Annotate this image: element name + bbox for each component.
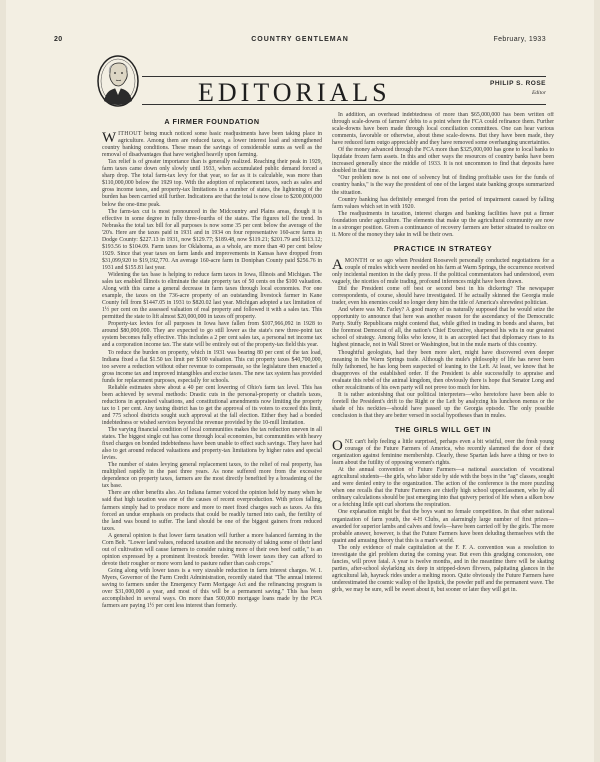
lead-word: ITHOUT <box>118 131 142 138</box>
article-paragraph: Of the money advanced through the FCA more than $325,000,000 has gone to local banks to liquidate frozen farm assets. In this and other ways the resources of country banks have been increased generally since the middle of 1933. It is not uncommon to find that deposits have doubled in that time. <box>332 147 554 175</box>
article-heading: A FIRMER FOUNDATION <box>164 118 260 126</box>
article-paragraph: "Our problem now is not one of solvency but of finding profitable uses for the funds of country banks," is the way the president of one of the largest state banking groups summarized the situation. <box>332 175 554 196</box>
masthead-rule-bottom <box>142 104 546 105</box>
masthead-rule-top <box>142 76 546 77</box>
article-paragraph: Country banking has definitely emerged from the period of impairment caused by falling farm values which set in with 1920. <box>332 196 554 210</box>
column-left <box>102 118 322 728</box>
editor-role: Editor <box>531 90 546 96</box>
article-paragraph: Reliable estimates show about a 40 per cent lowering of Ohio's farm tax level. This has been achieved by several methods: Drastic cuts in the personal-property or chattels taxes, reductions in appraised valuations, and constitutional amendments now limiting the property tax to 1 per cent. Any taxing district has to get the approval of its voters to exceed this limit, and 775 school districts sought such approval at the fall election. Either they had a bonded indebtedness or wished services beyond the revenue provided by the 10-mill limitation. <box>102 384 322 426</box>
article-paragraph: The only evidence of male capitulation at the F. F. A. convention was a resolution to investigate the girl problem during the coming year. But even this grudging concession, one fancies, will prove fatal. A year is twelve months, and in the meantime there will be skating parties, after-school skylarking six deep in stripped-down flivvers, palpitating glances in the agricultural lab, hayrack rides under a melting moon. Quite obviously the Future Farmers have underestimated the cosmic wallop of the lipstick, the powder puff and the permanent wave. The girls, we may be sure, will be sweet about it, but sooner or later they will get in. <box>332 544 554 593</box>
issue-date: February, 1933 <box>493 36 546 43</box>
article-paragraph: And where was Mr. Farley? A good many of us naturally supposed that he would seize the opportunity to announce that here was another reason for the ascendancy of the Democratic Party. Stuffy Republicans might contend that, while gifted in trading in bonds and shares, but the foremost Democrat of all, the nation's Chief Executive, sharpened his wits in our greatest school of strategy. Among folks who know, it is an accepted fact that diplomacy rises to its highest pinnacle, not in Wall Street or Washington, but in the mule marts of this country. <box>332 307 554 349</box>
article-paragraph: WITHOUT being much noticed some basic readjustments have been taking place in agriculture. Among them are reduced taxes, a lower interest load and strengthened country banking conditions. These mean the savings of considerable sums as well as the removal of disadvantages that have weighed heavily upon farming. <box>102 130 322 159</box>
article-paragraph: In addition, an overhead indebtedness of more than $65,000,000 has been written off through scale-downs of farmers' debts to a point where the FCA could refinance them. Further scale-downs have been made through local conciliation committees. One can hear various comments, favorable or otherwise, about these scale-downs. But they have been made, they have reduced farm outgo appreciably and they have removed some overhanging uncertainties. <box>332 112 554 147</box>
article-paragraph: There are other benefits also. An Indiana farmer voiced the opinion held by many when he said that high taxation was one of the causes of recent overproduction. With prices falling, farmers simply had to produce more and more to meet fixed charges such as taxes. As this forced an undue emphasis on products that could be readily turned into cash, the fertility of the land was bound to suffer. The land should be one of the biggest gainers from reduced taxes. <box>102 490 322 532</box>
article-paragraph: The varying financial condition of local communities makes the tax reduction uneven in all states. The biggest single cut has come through local economies, but communities with heavy fixed charges on bonded indebtedness have been unable to effect such savings. They have had also to get around reduced valuations and property-tax limitations by higher rates and special levies. <box>102 427 322 462</box>
article-paragraph: The number of states levying general replacement taxes, to the relief of real property, has multiplied rapidly in the past three years. As none suffered more from the excessive dependence on property taxes, farmers are the most directly benefited by a broadening of the tax base. <box>102 462 322 490</box>
lead-word: MONTH <box>344 257 368 264</box>
article-paragraph: AMONTH or so ago when President Roosevelt personally conducted negotiations for a couple of mules which were needed on his farm at Warm Springs, the occurrence received only incidental mention in the daily press. If the political commentators had understood, even vaguely, the niceties of mule trading, profound inferences might have been drawn. <box>332 256 554 286</box>
article-paragraph: Did the President come off best or second best in his dickering? The newspaper correspondents, of course, should have investigated. If he actually skinned the Georgia mule trader, even his enemies could no longer deny him the title of America's shrewdest politician. <box>332 286 554 307</box>
column-right <box>332 112 554 722</box>
running-head <box>54 36 546 48</box>
article-paragraph: A general opinion is that lower farm taxation will further a more balanced farming in the Corn Belt. "Lower land values, reduced taxation and the necessity of taking some of their land out of cultivation will cause farmers to consider raising more of their own beef cattle," is an opinion expressed by a prominent livestock breeder. "With lower taxes they can afford to devote their rougher or more worn land to pasture rather than cash crops." <box>102 532 322 567</box>
article-paragraph: Widening the tax base is helping to reduce farm taxes in Iowa, Illinois and Michigan. The sales tax enabled Illinois to eliminate the state property tax of 50 cents on the $100 valuation. Along with this came a general decrease in farm taxes through local economies. For one example, the taxes on the 736-acre property of an outstanding livestock farmer in Kane County fell from $1447.05 in 1931 to $820.02 last year. Michigan adopted a tax limitation of 1½ per cent on the assessed valuation of real property and followed it with a sales tax. This permitted the state to lift almost $20,000,000 in taxes off property. <box>102 271 322 321</box>
article-paragraph: Thoughtful geologists, had they been more alert, might have discovered even deeper meaning in the Warm Springs trade. Although the mule's philosophy of life has never been fully fathomed, he has long been suspected of leaning to the Left. At least, we know that he disapproves of the established order. If the President is able successfully to appraise and evaluate this rebel of the animal kingdom, then obviously there is hope that Senator Long and other recalcitrants of his own party will not prove too much for him. <box>332 349 554 391</box>
editor-name: PHILIP S. ROSE <box>489 80 546 87</box>
article-paragraph: ONE can't help feeling a little surprised, perhaps even a bit wistful, over the fresh young courage of the Future Farmers of America, who recently slammed the door of their organization against feminine membership. Clearly, these Spartan lads have a thing or two to learn about the futility of opposing women's rights. <box>332 438 554 467</box>
article-paragraph: The readjustments in taxation, interest charges and banking facilities have put a firmer foundation under agriculture. The elements that make up the agricultural community are now in a stronger position. Given a continuance of recovery farmers are better situated to realize on it. More of the money they take in will be their own. <box>332 210 554 238</box>
george-washington-portrait-icon <box>96 54 140 108</box>
article-paragraph: It is rather astonishing that our political interpreters—who heretofore have been able to foretell the President's drift to the Right or the Left by analyzing his luncheon menus or the shade of his neckties—should have passed up the Georgia episode. The only possible conclusion is that they are better versed in social hypotheses than in mules. <box>332 391 554 419</box>
drop-cap: W <box>102 130 117 147</box>
magazine-page <box>6 0 594 762</box>
article-paragraph: The farm-tax cut is most pronounced in the Midcountry and Plains areas, though it is effective in some degree in fully three-fourths of the states. The figures tell the trend. In Nebraska the total tax bill for all purposes is now some 35 per cent below the average of the '20's. Here are the taxes paid in 1931 and in 1934 on four representative 160-acre farms in Dodge County: $227.13 in 1931, now $129.77; $189.48, now $119.21; $201.79 and $113.12; $193.56 to $104.09. Farm taxes for Oklahoma, as a whole, are more than 40 per cent below 1929. Since that year taxes on farm lands and improvements in Kansas have dropped from $31,099,920 to $19,192,770. An average 160-acre farm in Doniphan County paid $256.76 in 1931 and $155.81 last year. <box>102 208 322 271</box>
article-heading: THE GIRLS WILL GET IN <box>394 424 492 434</box>
lead-word: NE <box>344 439 354 446</box>
article-paragraph: Property-tax levies for all purposes in Iowa have fallen from $107,966,092 in 1928 to around $80,000,000. They are expected to go still lower as the state's new three-point tax system becomes fully effective. This includes a 2 per cent sales tax, a personal net income tax and a corporation income tax. The state will be entirely out of the property-tax field this year. <box>102 321 322 349</box>
article-paragraph: To reduce the burden on property, which in 1931 was bearing 80 per cent of the tax load, Indiana fixed a flat $1.50 tax limit per $100 valuation. This cut property taxes $40,700,000, too severe a reduction without other revenue to compensate, so the legislature then enacted a gross income tax and improved intangibles and excise taxes. The new tax system has provided funds for replacement purposes, especially for schools. <box>102 349 322 384</box>
page-number: 20 <box>54 36 63 43</box>
article-paragraph: One explanation might be that the boys want no female competition. In that other national organization of farm youth, the 4-H Clubs, an alarmingly large number of first prizes—awarded for superior lambs and calves and fowls—have been carried off by the girls. The more probable answer, however, is that the Future Farmers have been deluding themselves with the quaint and amusing theory that this is a man's world. <box>332 509 554 544</box>
article-heading: PRACTICE IN STRATEGY <box>393 243 493 253</box>
page-title: EDITORIALS <box>198 78 391 107</box>
article-paragraph: Tax relief is of greater importance than is generally realized. Reaching their peak in 1929, farm taxes came down only slowly until 1933, when accumulated public demand forced a sharp drop. The total farm-tax levy for that year, so far as it is calculable, was more than $110,000,000 below the 1929 top. With the adoption of replacement taxes, such as sales and gross income taxes, and property-tax limitations in a number of states, the lightening of the burden has been carried still further. Indications are that the total is now close to $200,000,000 below the one-time peak. <box>102 159 322 208</box>
article-paragraph: At the annual convention of Future Farmers—a national association of vocational agricultural students—the girls, who labor side by side with the boys in the "ag" classes, sought and were denied entry to the organization. The action of the conference is the more puzzling when one recalls that the Future Farmers are chiefly high school upperclassmen, who by all ordinary calculations should be just emerging into that quivery period of life when a silken bow or a fetching little spit curl shortens the respiration. <box>332 467 554 509</box>
editorials-masthead <box>102 54 546 110</box>
drop-cap: O <box>332 438 343 455</box>
drop-cap: A <box>332 256 343 273</box>
magazine-name: COUNTRY GENTLEMAN <box>251 36 349 43</box>
article-paragraph: Going along with lower taxes is a very sizeable reduction in farm interest charges. W. I. Myers, Governor of the Farm Credit Administration, recently stated that "The annual interest saving to farmers under the Emergency Farm Mortgage Act and the refinancing program is over $31,000,000 a year, and most of this will be a permanent saving." This has been accomplished in several ways. On more than 500,000 mortgage loans made by the PCA farmers are paying 1½ per cent less interest than formerly. <box>102 567 322 610</box>
